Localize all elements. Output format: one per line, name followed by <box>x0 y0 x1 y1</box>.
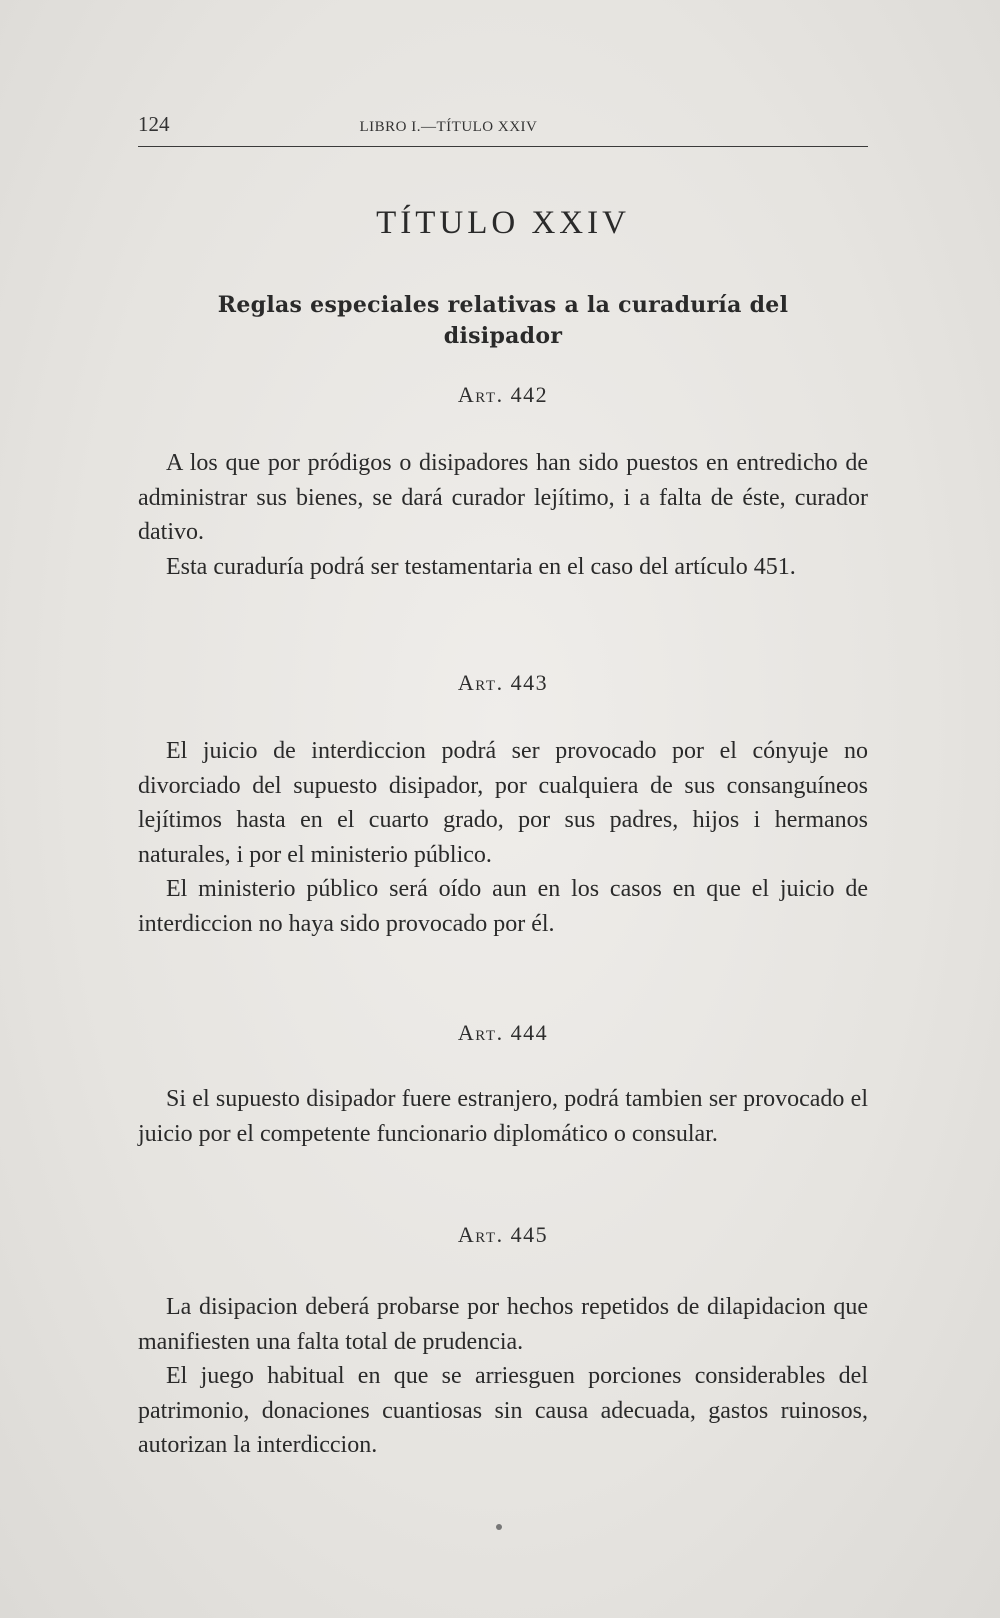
page-number: 124 <box>138 112 170 136</box>
paragraph: Si el supuesto disipador fuere estranjero, podrá tambien ser provocado el juicio por el competente funcionario diplomático o consular. <box>138 1086 868 1147</box>
running-title: LIBRO I.—TÍTULO XXIV <box>359 119 538 135</box>
article-heading: Art. 444 <box>457 1020 549 1045</box>
article-heading: Art. 443 <box>457 670 549 695</box>
article-body <box>138 1290 868 1463</box>
section-subtitle: Reglas especiales relativas a la curaduría del disipador <box>217 292 789 349</box>
article-heading: Art. 442 <box>457 382 549 407</box>
article-body <box>138 1082 868 1151</box>
paragraph: A los que por pródigos o disipadores han sido puestos en entredicho de administrar sus bienes, se dará curador lejítimo, i a falta de éste, curador dativo. <box>138 450 868 545</box>
page-ornament <box>496 1524 502 1530</box>
section-title: TÍTULO XXIV <box>376 205 630 241</box>
paragraph: El juicio de interdiccion podrá ser provocado por el cónyuje no divorciado del supuesto disipador, por cualquiera de sus consanguíneos lejítimos hasta en el cuarto grado, por sus padres, hijos i hermanos naturales, i por el ministerio público. <box>138 738 868 868</box>
running-header <box>138 112 868 142</box>
paragraph: La disipacion deberá probarse por hechos repetidos de dilapidacion que manifiesten una falta total de prudencia. <box>138 1294 868 1355</box>
article-heading: Art. 445 <box>457 1222 549 1247</box>
article-body <box>138 446 868 584</box>
paragraph: El ministerio público será oído aun en los casos en que el juicio de interdiccion no haya sido provocado por él. <box>138 876 868 937</box>
header-rule <box>138 146 868 147</box>
paragraph: El juego habitual en que se arriesguen porciones considerables del patrimonio, donaciones cuantiosas sin causa adecuada, gastos ruinosos, autorizan la interdiccion. <box>138 1363 868 1458</box>
paragraph: Esta curaduría podrá ser testamentaria en el caso del artículo 451. <box>166 553 796 580</box>
article-body <box>138 734 868 941</box>
